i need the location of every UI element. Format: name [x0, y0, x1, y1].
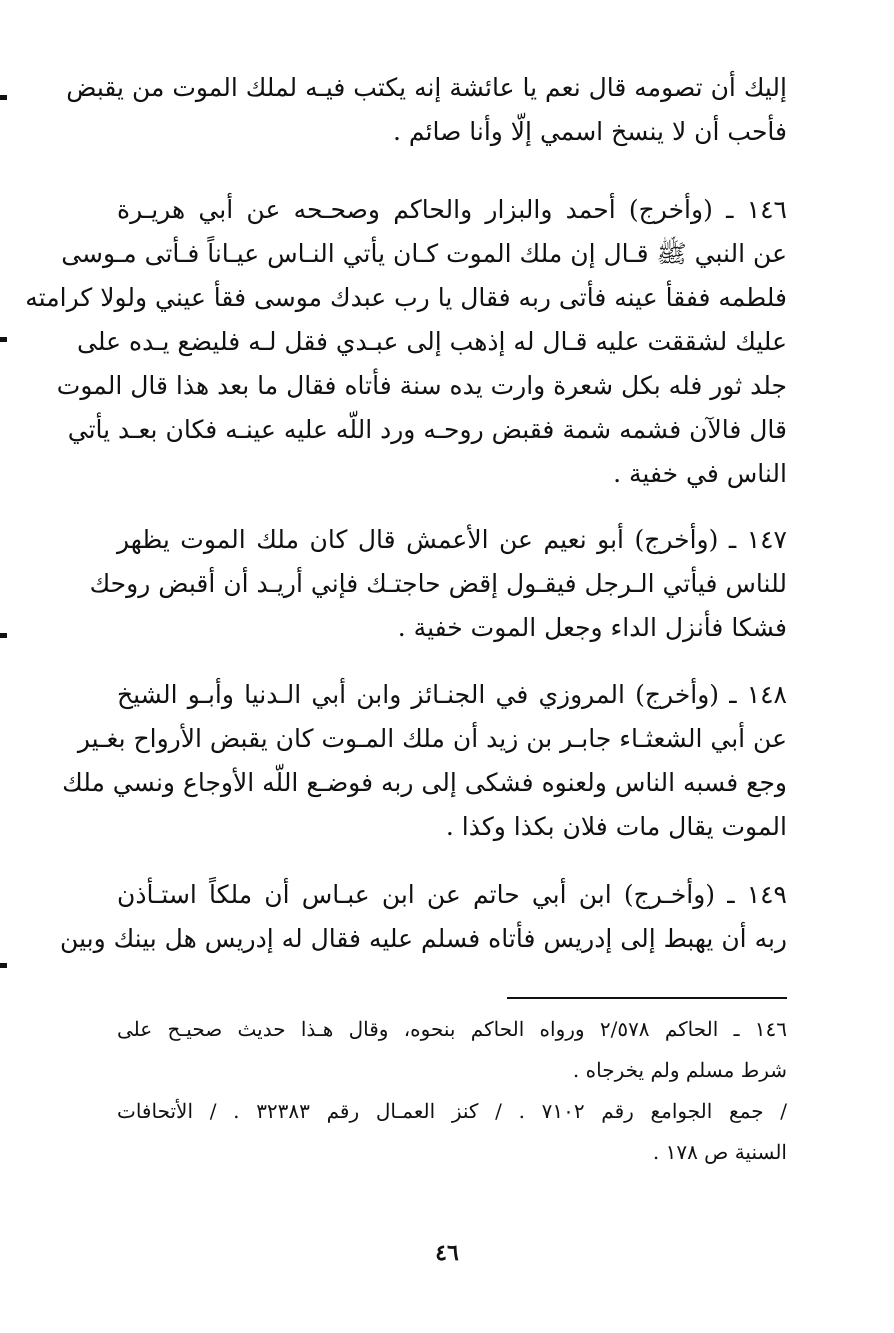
text-line: ١٤٧ ـ (وأخرج) أبو نعيم عن الأعمش قال كان ملك الموت يظهر	[117, 525, 787, 554]
hadith-146	[25, 188, 787, 496]
text-line: جلد ثور فله بكل شعرة وارت يده سنة فأتاه فقال ما بعد هذا قال الموت	[56, 371, 787, 400]
paragraph-continuation	[66, 66, 787, 154]
text-line: الناس في خفية .	[613, 459, 787, 488]
text-line: عن أبي الشعثـاء جابـر بن زيد أن ملك المـوت كان يقبض الأرواح بغـير	[77, 724, 787, 753]
footnotes	[117, 1009, 787, 1173]
text-line: فأحب أن لا ينسخ اسمي إلّا وأنا صائم .	[392, 117, 787, 146]
text-line: للناس فيأتي الـرجل فيقـول إقض حاجتـك فإني أريـد أن أقبض روحك	[89, 569, 787, 598]
text-line: عن النبي ﷺ قـال إن ملك الموت كـان يأتي النـاس عيـاناً فـأتى مـوسى	[61, 239, 787, 268]
footnote-line: ١٤٦ ـ الحاكم ٢/٥٧٨ ورواه الحاكم بنحوه، وقال هـذا حديث صحيـح على	[117, 1017, 787, 1041]
scan-edge-mark	[0, 95, 7, 100]
hadith-148	[62, 673, 787, 849]
scan-edge-mark	[0, 337, 7, 342]
scan-edge-mark	[0, 633, 7, 638]
scan-edge-mark	[0, 963, 7, 968]
text-line: وجع فسبه الناس ولعنوه فشكى إلى ربه فوضـع اللّه الأوجاع ونسي ملك	[62, 768, 787, 797]
text-line: قال فالآن فشمه شمة فقبض روحـه ورد اللّه عليه عينـه فكان بعـد يأتي	[67, 415, 787, 444]
footnote-line: شرط مسلم ولم يخرجاه .	[572, 1058, 787, 1082]
text-line: ربه أن يهبط إلى إدريس فأتاه فسلم عليه فقال له إدريس هل بينك وبين	[60, 924, 787, 953]
text-line: ١٤٨ ـ (وأخرج) المروزي في الجنـائز وابن أبي الـدنيا وأبـو الشيخ	[117, 680, 787, 709]
text-line: إليك أن تصومه قال نعم يا عائشة إنه يكتب فيـه لملك الموت من يقبض	[66, 73, 787, 102]
footnote-line: السنية ص ١٧٨ .	[652, 1140, 787, 1164]
hadith-147	[89, 518, 787, 650]
text-line: ١٤٦ ـ (وأخرج) أحمد والبزار والحاكم وصحـحه عن أبي هريـرة	[117, 195, 787, 224]
text-line: ١٤٩ ـ (وأخـرج) ابن أبي حاتم عن ابن عبـاس أن ملكاً استـأذن	[117, 880, 787, 909]
text-line: الموت يقال مات فلان بكذا وكذا .	[445, 812, 787, 841]
text-line: فلطمه ففقأ عينه فأتى ربه فقال يا رب عبدك موسى فقأ عيني ولولا كرامته	[25, 283, 787, 312]
hadith-149	[60, 873, 787, 961]
page-number: ٤٦	[435, 1240, 459, 1266]
text-line: فشكا فأنزل الداء وجعل الموت خفية .	[397, 613, 787, 642]
footnote-line: / جمع الجوامع رقم ٧١٠٢ . / كنز العمـال رقم ٣٢٣٨٣ . / الأتحافات	[117, 1099, 787, 1123]
text-line: عليك لشققت عليه قـال له إذهب إلى عبـدي فقل لـه فليضع يـده على	[77, 327, 787, 356]
footnote-separator	[507, 997, 787, 999]
